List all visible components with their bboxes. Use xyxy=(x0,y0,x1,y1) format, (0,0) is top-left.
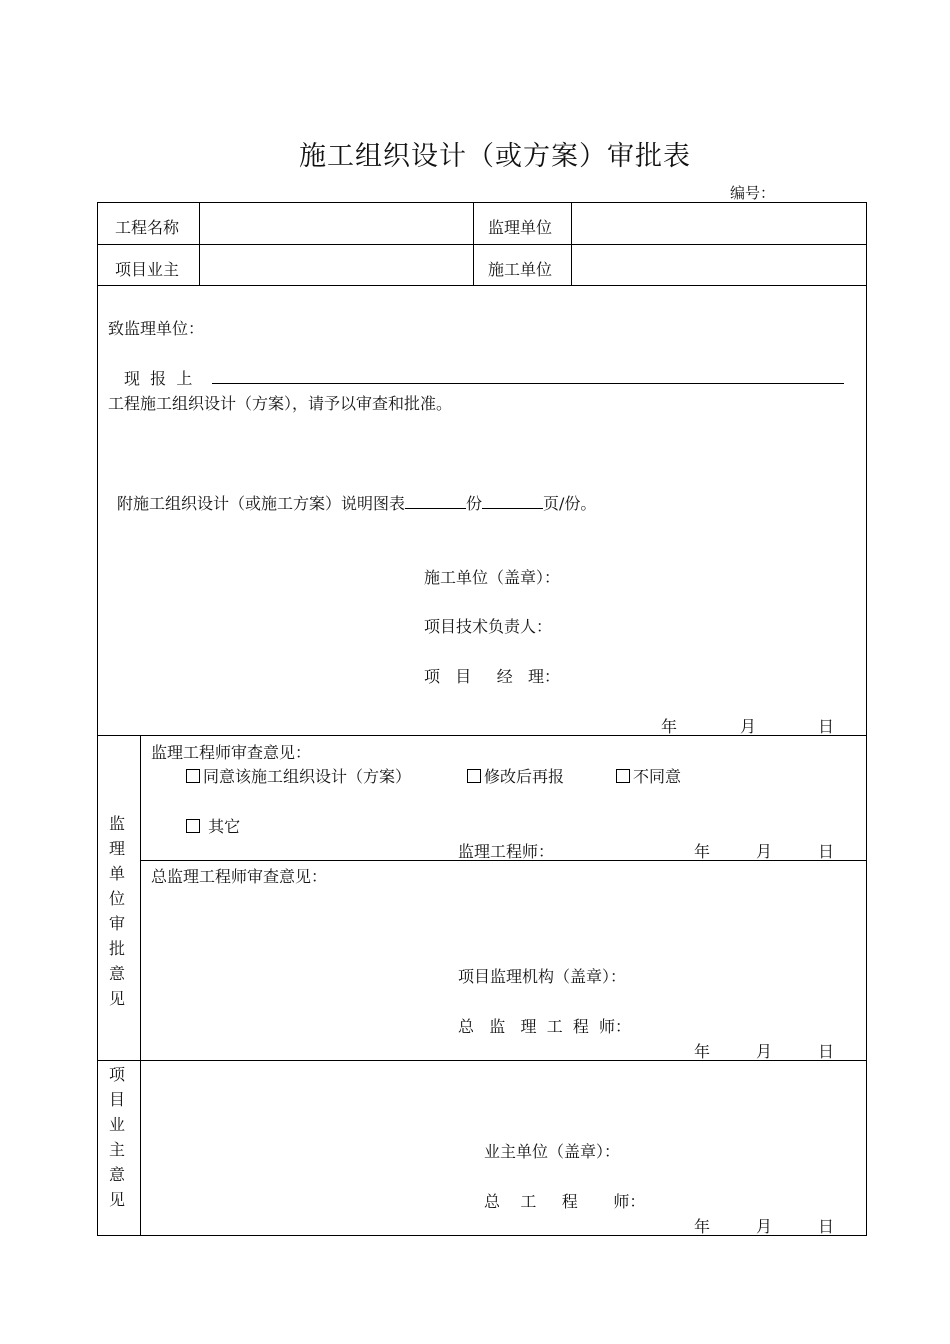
copies-blank[interactable] xyxy=(405,494,466,509)
col-divider xyxy=(140,735,141,1235)
owner-date-year: 年 xyxy=(694,1217,711,1236)
chief-opinion-label: 总监理工程师审查意见： xyxy=(151,867,328,886)
engineer-date-year: 年 xyxy=(694,842,711,861)
option-agree[interactable]: 同意该施工组织设计（方案） xyxy=(186,764,411,787)
attach-suffix: 页/份。 xyxy=(543,494,597,513)
owner-label: 项目业主 xyxy=(115,260,180,279)
page-title: 施工组织设计（或方案）审批表 xyxy=(299,141,691,172)
table-border-left xyxy=(97,202,98,1236)
attach-prefix: 附施工组织设计（或施工方案）说明图表 xyxy=(117,494,406,513)
owner-field[interactable] xyxy=(201,246,471,284)
chief-sign: 总 监 理 工 程 师： xyxy=(458,1017,632,1036)
owner-seal: 业主单位（盖章）： xyxy=(484,1142,621,1161)
date-month: 月 xyxy=(740,717,757,736)
option-disagree[interactable]: 不同意 xyxy=(616,764,681,787)
row-divider xyxy=(97,1060,867,1061)
table-border-top xyxy=(97,202,867,203)
to-supervisor: 致监理单位： xyxy=(108,319,205,338)
col-divider xyxy=(473,202,474,286)
date-year: 年 xyxy=(661,717,678,736)
report-prefix: 现 报 上 xyxy=(124,369,193,388)
contractor-seal: 施工单位（盖章）： xyxy=(424,568,561,587)
option-revise[interactable]: 修改后再报 xyxy=(467,764,564,787)
owner-date-day: 日 xyxy=(818,1217,835,1236)
table-border-bottom xyxy=(97,1235,867,1236)
tech-lead: 项目技术负责人： xyxy=(424,617,553,636)
pages-blank[interactable] xyxy=(482,494,543,509)
col-divider xyxy=(199,202,200,286)
owner-side-label: 项 目 业 主 意 见 xyxy=(108,1065,125,1209)
option-other[interactable]: 其它 xyxy=(186,814,240,837)
checkbox-agree[interactable] xyxy=(186,769,200,783)
report-project-blank[interactable] xyxy=(212,367,844,384)
chief-date-year: 年 xyxy=(694,1042,711,1061)
engineer-date-day: 日 xyxy=(818,842,835,861)
checkbox-other[interactable] xyxy=(186,819,200,833)
engineer-sign: 监理工程师： xyxy=(458,842,555,861)
owner-chief-engineer: 总 工 程 师： xyxy=(484,1192,646,1211)
table-border-right xyxy=(866,202,867,1236)
contractor-field[interactable] xyxy=(573,246,865,284)
project-manager: 项 目 经 理： xyxy=(424,667,560,686)
attach-mid: 份 xyxy=(466,494,483,513)
checkbox-revise[interactable] xyxy=(467,769,481,783)
attachment-line xyxy=(117,491,596,514)
checkbox-disagree[interactable] xyxy=(616,769,630,783)
project-name-field[interactable] xyxy=(201,204,471,242)
col-divider xyxy=(571,202,572,286)
supervision-side-label: 监 理 单 位 审 批 意 见 xyxy=(108,814,125,1008)
engineer-opinion-label: 监理工程师审查意见： xyxy=(151,743,312,762)
chief-date-month: 月 xyxy=(756,1042,773,1061)
supervisor-unit-field[interactable] xyxy=(573,204,865,242)
row-divider xyxy=(97,244,867,245)
owner-date-month: 月 xyxy=(756,1217,773,1236)
project-name-label: 工程名称 xyxy=(115,218,180,237)
engineer-date-month: 月 xyxy=(756,842,773,861)
supervisor-unit-label: 监理单位 xyxy=(488,218,553,237)
date-day: 日 xyxy=(818,717,835,736)
contractor-label: 施工单位 xyxy=(488,260,553,279)
row-divider xyxy=(97,285,867,286)
report-body: 工程施工组织设计（方案），请予以审查和批准。 xyxy=(108,394,453,413)
chief-date-day: 日 xyxy=(818,1042,835,1061)
org-seal: 项目监理机构（盖章）： xyxy=(458,967,627,986)
number-label: 编号： xyxy=(730,184,776,202)
